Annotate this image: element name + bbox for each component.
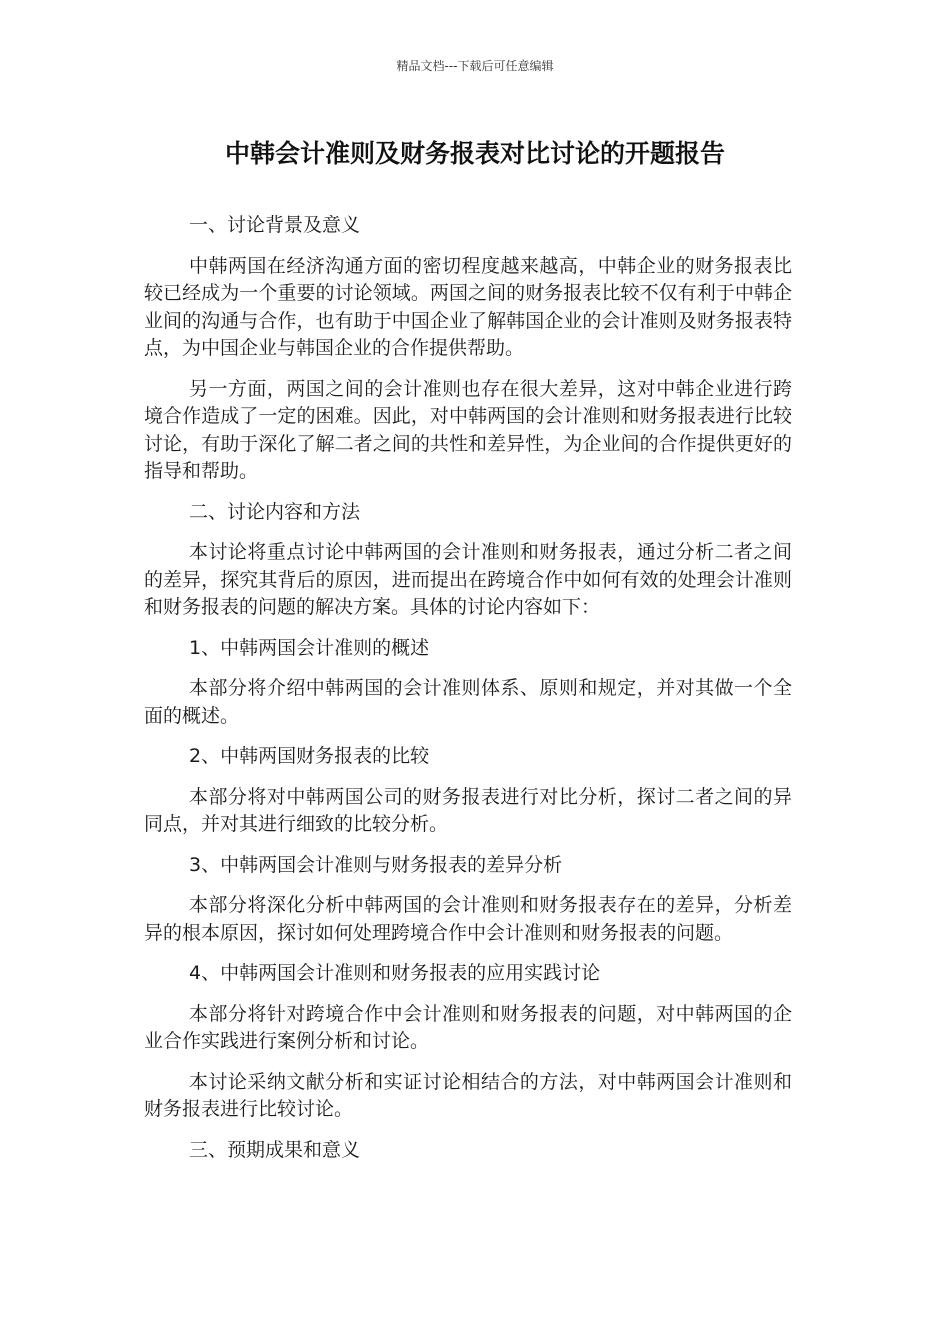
- paragraph: 本部分将对中韩两国公司的财务报表进行对比分析，探讨二者之间的异同点，并对其进行细致的比较分析。: [144, 785, 792, 835]
- paragraph: 本讨论采纳文献分析和实证讨论相结合的方法，对中韩两国会计准则和财务报表进行比较讨论。: [144, 1070, 792, 1120]
- paragraph: 本部分将针对跨境合作中会计准则和财务报表的问题，对中韩两国的企业合作实践进行案例分析和讨论。: [144, 1002, 792, 1052]
- paragraph: 中韩两国在经济沟通方面的密切程度越来越高，中韩企业的财务报表比较已经成为一个重要的讨论领域。两国之间的财务报表比较不仅有利于中韩企业间的沟通与合作，也有助于中国企业了解韩国企业的会计准则及财务报表特点，为中国企业与韩国企业的合作提供帮助。: [144, 254, 792, 359]
- subheading-1: 1、中韩两国会计准则的概述: [189, 636, 430, 659]
- document-body: [144, 212, 792, 1177]
- section-heading-content-method: 二、讨论内容和方法: [189, 500, 361, 523]
- paragraph: 本讨论将重点讨论中韩两国的会计准则和财务报表，通过分析二者之间的差异，探究其背后的原因，进而提出在跨境合作中如何有效的处理会计准则和财务报表的问题的解决方案。具体的讨论内容如下：: [144, 541, 792, 618]
- paragraph: 另一方面，两国之间的会计准则也存在很大差异，这对中韩企业进行跨境合作造成了一定的困难。因此，对中韩两国的会计准则和财务报表进行比较讨论，有助于深化了解二者之间的共性和差异性，为企业间的合作提供更好的指导和帮助。: [144, 377, 792, 482]
- document-title: 中韩会计准则及财务报表对比讨论的开题报告: [224, 139, 725, 168]
- subheading-4: 4、中韩两国会计准则和财务报表的应用实践讨论: [189, 962, 601, 984]
- paragraph: 本部分将介绍中韩两国的会计准则体系、原则和规定，并对其做一个全面的概述。: [144, 677, 792, 727]
- subheading-3: 3、中韩两国会计准则与财务报表的差异分析: [189, 853, 563, 876]
- section-heading-background: 一、讨论背景及意义: [189, 214, 361, 236]
- header-note: 精品文档---下载后可任意编辑: [396, 59, 554, 73]
- section-heading-expected-results: 三、预期成果和意义: [189, 1138, 361, 1161]
- subheading-2: 2、中韩两国财务报表的比较: [189, 745, 430, 767]
- paragraph: 本部分将深化分析中韩两国的会计准则和财务报表存在的差异，分析差异的根本原因，探讨如何处理跨境合作中会计准则和财务报表的问题。: [144, 894, 792, 944]
